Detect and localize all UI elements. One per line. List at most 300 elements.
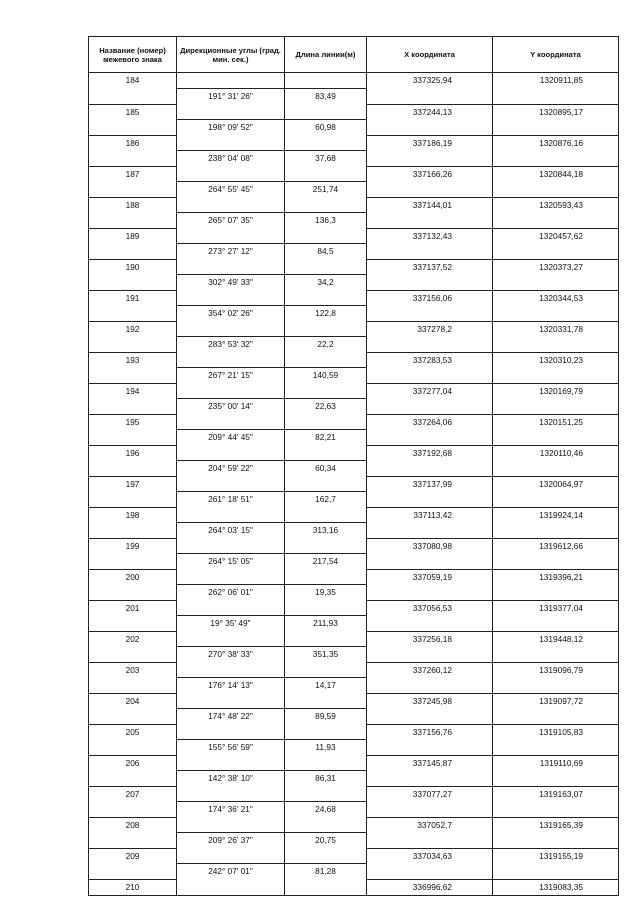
point-name-cell: 196 (89, 445, 177, 461)
line-length-cell: 37,68 (285, 151, 367, 167)
empty-cell (177, 104, 285, 120)
y-coordinate-cell: 1319396,21 (493, 569, 619, 585)
empty-cell (493, 709, 619, 725)
point-name-cell: 187 (89, 166, 177, 182)
empty-cell (177, 383, 285, 399)
empty-cell (285, 662, 367, 678)
empty-cell (285, 600, 367, 616)
empty-cell (177, 631, 285, 647)
empty-cell (367, 616, 493, 632)
line-length-cell: 82,21 (285, 430, 367, 446)
y-coordinate-cell: 1320331,78 (493, 321, 619, 337)
point-name-cell: 191 (89, 290, 177, 306)
empty-cell (89, 647, 177, 663)
point-name-cell: 184 (89, 73, 177, 89)
empty-cell (285, 73, 367, 89)
x-coordinate-cell: 337137,99 (367, 476, 493, 492)
y-coordinate-cell: 1320593,43 (493, 197, 619, 213)
point-row (89, 73, 619, 89)
segment-row (89, 244, 619, 260)
empty-cell (177, 879, 285, 895)
direction-angle-cell: 267° 21' 15" (177, 368, 285, 384)
empty-cell (89, 244, 177, 260)
line-length-cell: 11,93 (285, 740, 367, 756)
segment-row (89, 399, 619, 415)
empty-cell (285, 879, 367, 895)
point-name-cell: 194 (89, 383, 177, 399)
point-name-cell: 189 (89, 228, 177, 244)
empty-cell (177, 600, 285, 616)
y-coordinate-cell: 1319097,72 (493, 693, 619, 709)
empty-cell (493, 89, 619, 105)
empty-cell (493, 306, 619, 322)
line-length-cell: 22,2 (285, 337, 367, 353)
empty-cell (367, 585, 493, 601)
empty-cell (177, 414, 285, 430)
empty-cell (285, 321, 367, 337)
segment-row (89, 802, 619, 818)
empty-cell (285, 166, 367, 182)
empty-cell (493, 833, 619, 849)
empty-cell (493, 182, 619, 198)
line-length-cell: 89,59 (285, 709, 367, 725)
empty-cell (89, 151, 177, 167)
x-coordinate-cell: 337144,01 (367, 197, 493, 213)
direction-angle-cell: 261° 18' 51" (177, 492, 285, 508)
empty-cell (89, 368, 177, 384)
y-coordinate-cell: 1319165,39 (493, 817, 619, 833)
y-coordinate-cell: 1319110,69 (493, 755, 619, 771)
y-coordinate-cell: 1320844,18 (493, 166, 619, 182)
line-length-cell: 140,59 (285, 368, 367, 384)
empty-cell (89, 492, 177, 508)
point-row (89, 786, 619, 802)
empty-cell (367, 244, 493, 260)
y-coordinate-cell: 1319155,19 (493, 848, 619, 864)
empty-cell (493, 337, 619, 353)
line-length-cell: 211,93 (285, 616, 367, 632)
header-line-length: Длина линии(м) (285, 37, 367, 73)
empty-cell (89, 585, 177, 601)
empty-cell (177, 166, 285, 182)
empty-cell (493, 616, 619, 632)
direction-angle-cell: 198° 09' 52" (177, 120, 285, 136)
direction-angle-cell: 270° 38' 33" (177, 647, 285, 663)
empty-cell (493, 120, 619, 136)
direction-angle-cell: 191° 31' 26" (177, 89, 285, 105)
empty-cell (89, 616, 177, 632)
x-coordinate-cell: 337077,27 (367, 786, 493, 802)
x-coordinate-cell: 337156,06 (367, 290, 493, 306)
y-coordinate-cell: 1319083,35 (493, 879, 619, 895)
empty-cell (177, 197, 285, 213)
empty-cell (177, 786, 285, 802)
empty-cell (89, 275, 177, 291)
empty-cell (367, 120, 493, 136)
empty-cell (367, 306, 493, 322)
empty-cell (89, 523, 177, 539)
empty-cell (89, 89, 177, 105)
empty-cell (89, 771, 177, 787)
empty-cell (285, 724, 367, 740)
line-length-cell: 60,98 (285, 120, 367, 136)
direction-angle-cell: 204° 59' 22" (177, 461, 285, 477)
x-coordinate-cell: 337056,53 (367, 600, 493, 616)
segment-row (89, 151, 619, 167)
line-length-cell: 83,49 (285, 89, 367, 105)
x-coordinate-cell: 337245,98 (367, 693, 493, 709)
point-name-cell: 202 (89, 631, 177, 647)
y-coordinate-cell: 1319377,04 (493, 600, 619, 616)
y-coordinate-cell: 1320911,85 (493, 73, 619, 89)
point-name-cell: 203 (89, 662, 177, 678)
x-coordinate-cell: 337137,52 (367, 259, 493, 275)
segment-row (89, 647, 619, 663)
empty-cell (89, 709, 177, 725)
empty-cell (367, 89, 493, 105)
point-name-cell: 209 (89, 848, 177, 864)
direction-angle-cell: 176° 14' 13" (177, 678, 285, 694)
line-length-cell: 217,54 (285, 554, 367, 570)
empty-cell (89, 678, 177, 694)
point-row (89, 259, 619, 275)
empty-cell (493, 802, 619, 818)
line-length-cell: 24,68 (285, 802, 367, 818)
x-coordinate-cell: 337256,18 (367, 631, 493, 647)
line-length-cell: 86,31 (285, 771, 367, 787)
point-row (89, 166, 619, 182)
empty-cell (367, 771, 493, 787)
empty-cell (177, 817, 285, 833)
x-coordinate-cell: 337080,98 (367, 538, 493, 554)
point-row (89, 290, 619, 306)
direction-angle-cell: 242° 07' 01" (177, 864, 285, 880)
x-coordinate-cell: 337325,94 (367, 73, 493, 89)
empty-cell (285, 569, 367, 585)
point-name-cell: 206 (89, 755, 177, 771)
empty-cell (493, 430, 619, 446)
y-coordinate-cell: 1320876,16 (493, 135, 619, 151)
point-name-cell: 205 (89, 724, 177, 740)
point-row (89, 569, 619, 585)
point-row (89, 228, 619, 244)
line-length-cell: 34,2 (285, 275, 367, 291)
line-length-cell: 81,28 (285, 864, 367, 880)
segment-row (89, 585, 619, 601)
empty-cell (285, 538, 367, 554)
segment-row (89, 771, 619, 787)
x-coordinate-cell: 337244,13 (367, 104, 493, 120)
empty-cell (177, 507, 285, 523)
empty-cell (89, 461, 177, 477)
segment-row (89, 89, 619, 105)
table-body (89, 73, 619, 896)
y-coordinate-cell: 1319163,07 (493, 786, 619, 802)
segment-row (89, 554, 619, 570)
empty-cell (285, 414, 367, 430)
segment-row (89, 523, 619, 539)
empty-cell (367, 182, 493, 198)
empty-cell (367, 399, 493, 415)
empty-cell (177, 848, 285, 864)
empty-cell (285, 135, 367, 151)
empty-cell (89, 430, 177, 446)
empty-cell (367, 864, 493, 880)
point-name-cell: 190 (89, 259, 177, 275)
empty-cell (89, 802, 177, 818)
empty-cell (285, 259, 367, 275)
direction-angle-cell: 273° 27' 12" (177, 244, 285, 260)
segment-row (89, 492, 619, 508)
point-name-cell: 201 (89, 600, 177, 616)
point-name-cell: 193 (89, 352, 177, 368)
direction-angle-cell: 235° 00' 14" (177, 399, 285, 415)
empty-cell (367, 678, 493, 694)
empty-cell (89, 554, 177, 570)
empty-cell (367, 151, 493, 167)
line-length-cell: 136,3 (285, 213, 367, 229)
line-length-cell: 122,8 (285, 306, 367, 322)
empty-cell (493, 678, 619, 694)
direction-angle-cell: 264° 15' 05" (177, 554, 285, 570)
point-row (89, 135, 619, 151)
point-row (89, 600, 619, 616)
empty-cell (89, 213, 177, 229)
empty-cell (177, 755, 285, 771)
line-length-cell: 60,34 (285, 461, 367, 477)
point-row (89, 538, 619, 554)
empty-cell (177, 445, 285, 461)
x-coordinate-cell: 337278,2 (367, 321, 493, 337)
point-row (89, 507, 619, 523)
empty-cell (285, 817, 367, 833)
y-coordinate-cell: 1320110,46 (493, 445, 619, 461)
point-name-cell: 200 (89, 569, 177, 585)
segment-row (89, 833, 619, 849)
segment-row (89, 213, 619, 229)
x-coordinate-cell: 337166,26 (367, 166, 493, 182)
point-row (89, 383, 619, 399)
empty-cell (493, 399, 619, 415)
y-coordinate-cell: 1319105,83 (493, 724, 619, 740)
line-length-cell: 313,16 (285, 523, 367, 539)
y-coordinate-cell: 1319924,14 (493, 507, 619, 523)
empty-cell (367, 802, 493, 818)
empty-cell (493, 151, 619, 167)
point-row (89, 445, 619, 461)
empty-cell (89, 833, 177, 849)
empty-cell (177, 724, 285, 740)
direction-angle-cell: 238° 04' 08" (177, 151, 285, 167)
segment-row (89, 740, 619, 756)
x-coordinate-cell: 337283,53 (367, 352, 493, 368)
x-coordinate-cell: 337264,06 (367, 414, 493, 430)
empty-cell (493, 523, 619, 539)
empty-cell (493, 368, 619, 384)
x-coordinate-cell: 337260,12 (367, 662, 493, 678)
point-name-cell: 210 (89, 879, 177, 895)
empty-cell (177, 662, 285, 678)
empty-cell (285, 507, 367, 523)
empty-cell (493, 864, 619, 880)
point-row (89, 197, 619, 213)
empty-cell (285, 197, 367, 213)
empty-cell (177, 73, 285, 89)
point-row (89, 662, 619, 678)
segment-row (89, 430, 619, 446)
point-row (89, 104, 619, 120)
empty-cell (367, 337, 493, 353)
header-direction-angle: Дирекционные углы (град. мин. сек.) (177, 37, 285, 73)
empty-cell (89, 864, 177, 880)
point-row (89, 352, 619, 368)
x-coordinate-cell: 336996,62 (367, 879, 493, 895)
empty-cell (367, 740, 493, 756)
y-coordinate-cell: 1320373,27 (493, 259, 619, 275)
header-row (89, 37, 619, 73)
empty-cell (367, 430, 493, 446)
empty-cell (285, 631, 367, 647)
segment-row (89, 864, 619, 880)
empty-cell (285, 786, 367, 802)
x-coordinate-cell: 337034,63 (367, 848, 493, 864)
direction-angle-cell: 209° 44' 45" (177, 430, 285, 446)
direction-angle-cell: 19° 35' 49" (177, 616, 285, 632)
x-coordinate-cell: 337277,04 (367, 383, 493, 399)
point-name-cell: 186 (89, 135, 177, 151)
point-name-cell: 188 (89, 197, 177, 213)
empty-cell (285, 693, 367, 709)
empty-cell (285, 383, 367, 399)
segment-row (89, 678, 619, 694)
y-coordinate-cell: 1320169,79 (493, 383, 619, 399)
empty-cell (177, 569, 285, 585)
empty-cell (285, 445, 367, 461)
point-row (89, 476, 619, 492)
empty-cell (89, 120, 177, 136)
y-coordinate-cell: 1319612,66 (493, 538, 619, 554)
line-length-cell: 14,17 (285, 678, 367, 694)
empty-cell (285, 104, 367, 120)
empty-cell (493, 647, 619, 663)
y-coordinate-cell: 1320895,17 (493, 104, 619, 120)
y-coordinate-cell: 1320457,62 (493, 228, 619, 244)
empty-cell (493, 740, 619, 756)
direction-angle-cell: 142° 38' 10" (177, 771, 285, 787)
empty-cell (493, 771, 619, 787)
y-coordinate-cell: 1320344,53 (493, 290, 619, 306)
segment-row (89, 368, 619, 384)
line-length-cell: 19,35 (285, 585, 367, 601)
empty-cell (89, 399, 177, 415)
x-coordinate-cell: 337145,87 (367, 755, 493, 771)
segment-row (89, 616, 619, 632)
direction-angle-cell: 283° 53' 32" (177, 337, 285, 353)
empty-cell (177, 476, 285, 492)
header-x-coordinate: X координата (367, 37, 493, 73)
point-row (89, 414, 619, 430)
boundary-points-table (88, 36, 619, 896)
empty-cell (285, 352, 367, 368)
point-name-cell: 192 (89, 321, 177, 337)
direction-angle-cell: 174° 48' 22" (177, 709, 285, 725)
y-coordinate-cell: 1319096,79 (493, 662, 619, 678)
direction-angle-cell: 354° 02' 26" (177, 306, 285, 322)
segment-row (89, 709, 619, 725)
segment-row (89, 182, 619, 198)
y-coordinate-cell: 1320064,97 (493, 476, 619, 492)
direction-angle-cell: 264° 03' 15" (177, 523, 285, 539)
direction-angle-cell: 174° 36' 21" (177, 802, 285, 818)
empty-cell (177, 538, 285, 554)
header-y-coordinate: Y координата (493, 37, 619, 73)
direction-angle-cell: 209° 26' 37" (177, 833, 285, 849)
empty-cell (285, 476, 367, 492)
point-name-cell: 199 (89, 538, 177, 554)
empty-cell (177, 693, 285, 709)
empty-cell (177, 259, 285, 275)
segment-row (89, 337, 619, 353)
empty-cell (285, 755, 367, 771)
empty-cell (367, 461, 493, 477)
empty-cell (367, 368, 493, 384)
point-row (89, 755, 619, 771)
line-length-cell: 20,75 (285, 833, 367, 849)
direction-angle-cell: 155° 56' 59" (177, 740, 285, 756)
empty-cell (367, 833, 493, 849)
y-coordinate-cell: 1320310,23 (493, 352, 619, 368)
point-name-cell: 208 (89, 817, 177, 833)
empty-cell (89, 740, 177, 756)
empty-cell (493, 492, 619, 508)
x-coordinate-cell: 337113,42 (367, 507, 493, 523)
point-name-cell: 195 (89, 414, 177, 430)
point-row (89, 631, 619, 647)
line-length-cell: 162,7 (285, 492, 367, 508)
point-row (89, 693, 619, 709)
empty-cell (89, 306, 177, 322)
segment-row (89, 275, 619, 291)
empty-cell (89, 182, 177, 198)
point-name-cell: 197 (89, 476, 177, 492)
y-coordinate-cell: 1320151,25 (493, 414, 619, 430)
empty-cell (367, 275, 493, 291)
empty-cell (177, 228, 285, 244)
point-row (89, 879, 619, 895)
segment-row (89, 306, 619, 322)
empty-cell (493, 461, 619, 477)
line-length-cell: 22,63 (285, 399, 367, 415)
point-row (89, 724, 619, 740)
empty-cell (177, 321, 285, 337)
empty-cell (493, 213, 619, 229)
direction-angle-cell: 302° 49' 33" (177, 275, 285, 291)
empty-cell (285, 848, 367, 864)
direction-angle-cell: 265° 07' 35" (177, 213, 285, 229)
empty-cell (493, 244, 619, 260)
empty-cell (367, 523, 493, 539)
point-name-cell: 204 (89, 693, 177, 709)
empty-cell (367, 213, 493, 229)
x-coordinate-cell: 337186,19 (367, 135, 493, 151)
x-coordinate-cell: 337132,43 (367, 228, 493, 244)
empty-cell (285, 290, 367, 306)
line-length-cell: 251,74 (285, 182, 367, 198)
empty-cell (367, 647, 493, 663)
empty-cell (177, 290, 285, 306)
x-coordinate-cell: 337192,68 (367, 445, 493, 461)
empty-cell (493, 275, 619, 291)
